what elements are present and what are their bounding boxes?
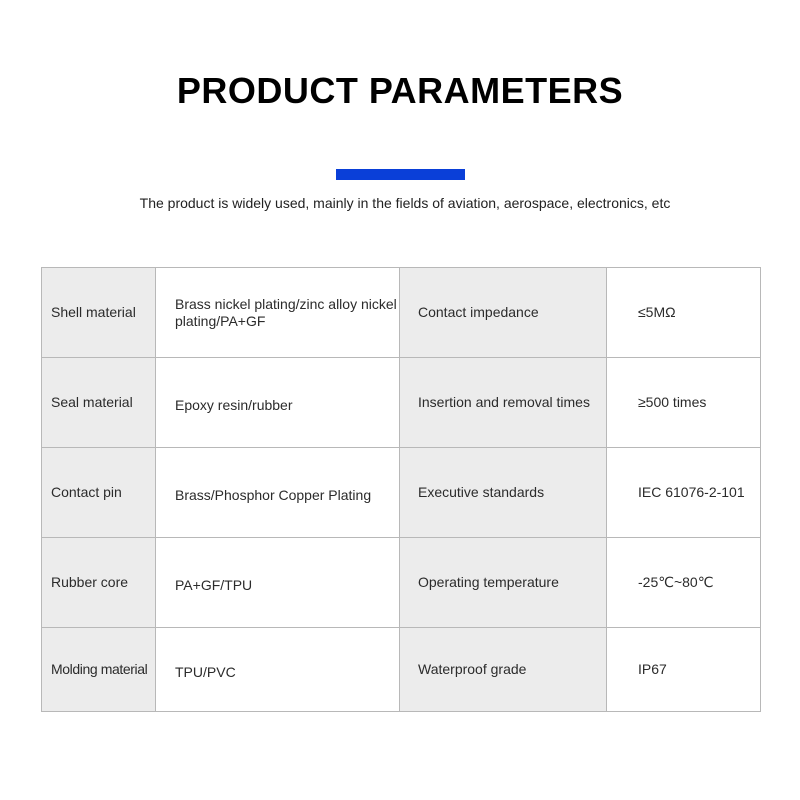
param-label: Shell material <box>42 268 156 358</box>
param-label: Contact impedance <box>400 268 607 358</box>
parameters-table <box>41 267 761 712</box>
param-value <box>156 538 400 628</box>
param-value <box>156 628 400 712</box>
param-value <box>156 358 400 448</box>
table-row <box>42 268 761 358</box>
param-value: ≤5MΩ <box>607 268 761 358</box>
title-accent-bar <box>336 169 465 180</box>
param-value-text: Brass/Phosphor Copper Plating <box>175 487 372 503</box>
param-label-text: Molding material <box>51 661 148 677</box>
param-value <box>156 268 400 358</box>
param-value-text: TPU/PVC <box>175 664 236 680</box>
table-row <box>42 448 761 538</box>
param-label: Contact pin <box>42 448 156 538</box>
param-value: ≥500 times <box>607 358 761 448</box>
page-subtitle: The product is widely used, mainly in the fields of aviation, aerospace, electronics, etc <box>139 195 671 211</box>
param-value-text: Epoxy resin/rubber <box>175 397 293 413</box>
table-row <box>42 538 761 628</box>
param-label: Seal material <box>42 358 156 448</box>
param-value: -25℃~80℃ <box>607 538 761 628</box>
param-value: IP67 <box>607 628 761 712</box>
param-label <box>42 628 156 712</box>
param-label: Executive standards <box>400 448 607 538</box>
table-row <box>42 358 761 448</box>
page-title: PRODUCT PARAMETERS <box>176 70 624 111</box>
param-label: Waterproof grade <box>400 628 607 712</box>
table-row <box>42 628 761 712</box>
param-value: IEC 61076-2-101 <box>607 448 761 538</box>
param-value-text: PA+GF/TPU <box>175 577 253 593</box>
param-label: Insertion and removal times <box>400 358 607 448</box>
param-label: Operating temperature <box>400 538 607 628</box>
param-value <box>156 448 400 538</box>
param-label: Rubber core <box>42 538 156 628</box>
param-value-text: Brass nickel plating/zinc alloy nickel plating/PA+GF <box>175 295 397 329</box>
